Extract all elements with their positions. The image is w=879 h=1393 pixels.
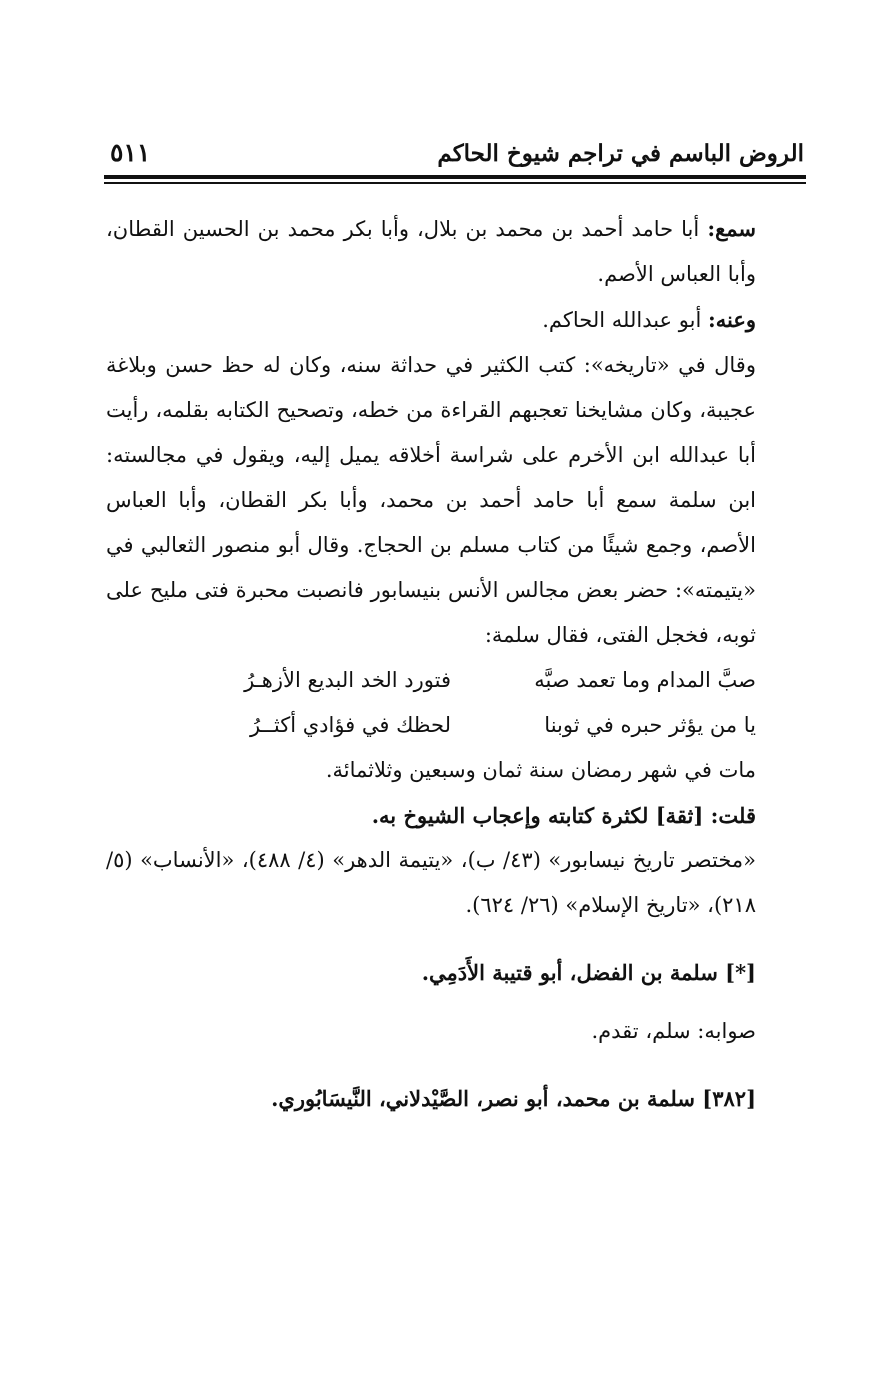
book-title: الروض الباسم في تراجم شيوخ الحاكم [437, 140, 804, 167]
body-text [106, 206, 806, 1121]
narrators-text: أبو عبدالله الحاكم. [542, 308, 708, 332]
entry-heading-salama-ibn-al-fadl: [*] سلمة بن الفضل، أبو قتيبة الأَدَمِي. [421, 960, 756, 985]
verse-1-first-half: صبَّ المدام وما تعمد صبَّه [534, 668, 756, 692]
page-number: ٥١١ [110, 138, 151, 167]
heard-from-paragraph [106, 206, 806, 297]
death-paragraph: مات في شهر رمضان سنة ثمان وسبعين وثلاثمائة. [325, 758, 756, 782]
verse-2-first-half: يا من يؤثر حبره في ثوبنا [544, 713, 756, 737]
heard-from-text: أبا حامد أحمد بن محمد بن بلال، وأبا بكر محمد بن الحسين القطان، وأبا العباس الأصم. [106, 217, 756, 286]
sources-paragraph: «مختصر تاريخ نيسابور» (٤٣/ ب)، «يتيمة الدهر» (٤/ ٤٨٨)، «الأنساب» (٥/ ٢١٨)، «تاريخ الإسلام» (٢٦/ ٦٢٤). [106, 848, 756, 917]
narrators-paragraph [106, 297, 806, 343]
entry-heading-382: [٣٨٢] سلمة بن محمد، أبو نصر، الصَّيْدلاني، النَّيسَابُوري. [271, 1086, 756, 1111]
narrators-label: وعنه: [707, 307, 756, 332]
heard-from-label: سمع: [707, 216, 756, 241]
poem-verse-1 [106, 658, 806, 703]
entry-correction-note: صوابه: سلم، تقدم. [591, 1019, 756, 1043]
header-rule-thin [104, 182, 806, 184]
header-rule-thick [104, 175, 806, 179]
verdict-paragraph: قلت: [ثقة] لكثرة كتابته وإعجاب الشيوخ به. [371, 803, 756, 828]
running-header [104, 138, 804, 178]
poem-verse-2 [106, 703, 806, 748]
verse-1-second-half: فتورد الخد البديع الأزهـرُ [244, 668, 451, 692]
verse-2-second-half: لحظك في فؤادي أكثــرُ [249, 713, 451, 737]
biography-paragraph: وقال في «تاريخه»: كتب الكثير في حداثة سنه، وكان له حظ حسن وبلاغة عجيبة، وكان مشايخنا تعجبهم القراءة من خطه، وتصحيح الكتابه بقلمه، رأيت أبا عبدالله ابن الأخرم على شراسة أخلاقه يميل إليه، ويقول في مجالسته: ابن سلمة سمع أبا حامد أحمد بن محمد، وأبا بكر القطان، وأبا العباس الأصم، وجمع شيئًا من كتاب مسلم بن الحجاج. وقال أبو منصور الثعالبي في «يتيمته»: حضر بعض مجالس الأنس بنيسابور فانصبت محبرة فتى مليح على ثوبه، فخجل الفتى، فقال سلمة: [106, 353, 756, 647]
